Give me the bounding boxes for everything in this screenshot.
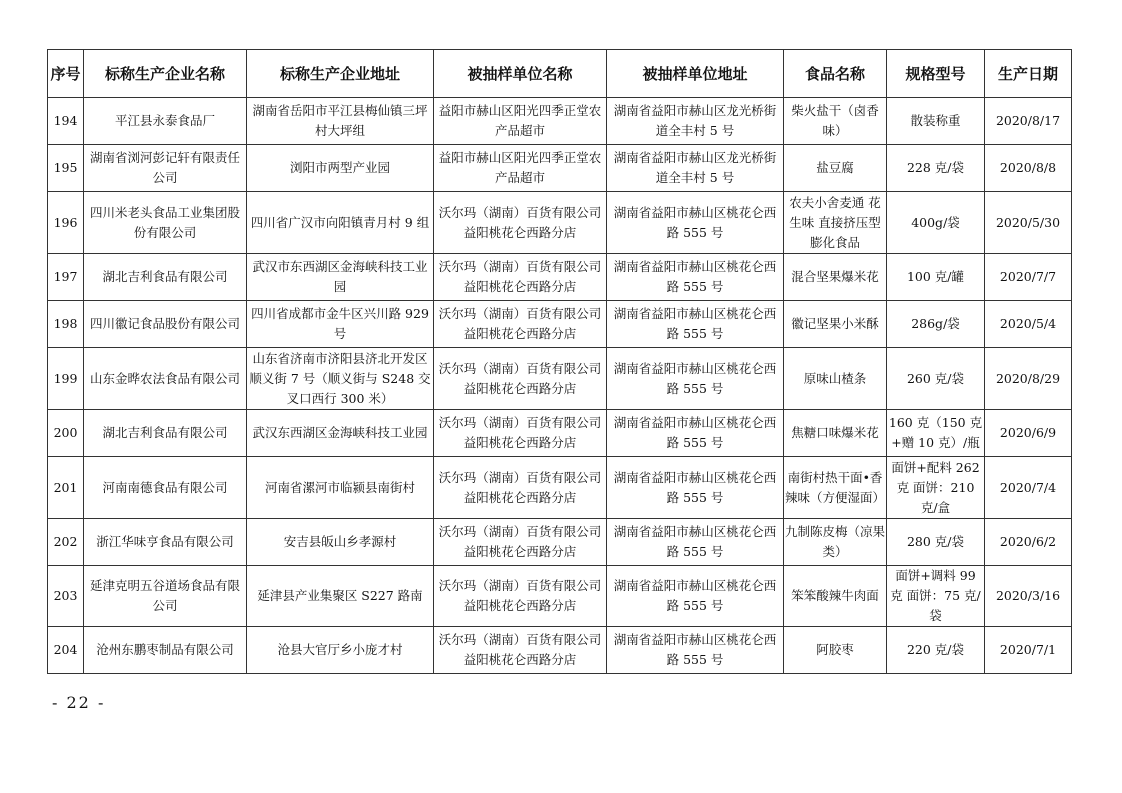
cell-producer-address: 武汉市东西湖区金海峡科技工业园 (247, 254, 434, 301)
cell-no: 200 (48, 410, 84, 457)
cell-producer: 延津克明五谷道场食品有限公司 (84, 566, 247, 627)
cell-production-date: 2020/5/30 (985, 192, 1072, 254)
header-production-date: 生产日期 (985, 50, 1072, 98)
cell-producer-address: 武汉东西湖区金海峡科技工业园 (247, 410, 434, 457)
cell-food-name: 混合坚果爆米花 (784, 254, 887, 301)
header-spec: 规格型号 (887, 50, 985, 98)
cell-spec: 280 克/袋 (887, 519, 985, 566)
cell-production-date: 2020/6/2 (985, 519, 1072, 566)
table-row (48, 519, 1072, 566)
cell-food-name: 阿胶枣 (784, 627, 887, 674)
cell-food-name: 笨笨酸辣牛肉面 (784, 566, 887, 627)
table-header-row (48, 50, 1072, 98)
table-row (48, 410, 1072, 457)
cell-food-name: 九制陈皮梅（凉果类） (784, 519, 887, 566)
cell-sampled-address: 湖南省益阳市赫山区桃花仑西路 555 号 (607, 348, 784, 410)
cell-sampled-unit: 沃尔玛（湖南）百货有限公司益阳桃花仑西路分店 (434, 627, 607, 674)
table-row (48, 457, 1072, 519)
cell-production-date: 2020/7/1 (985, 627, 1072, 674)
cell-sampled-unit: 沃尔玛（湖南）百货有限公司益阳桃花仑西路分店 (434, 254, 607, 301)
cell-spec: 100 克/罐 (887, 254, 985, 301)
cell-producer-address: 沧县大官厅乡小庞才村 (247, 627, 434, 674)
cell-production-date: 2020/6/9 (985, 410, 1072, 457)
cell-spec: 散装称重 (887, 98, 985, 145)
cell-sampled-unit: 沃尔玛（湖南）百货有限公司益阳桃花仑西路分店 (434, 301, 607, 348)
cell-production-date: 2020/8/17 (985, 98, 1072, 145)
table-row (48, 192, 1072, 254)
cell-sampled-address: 湖南省益阳市赫山区桃花仑西路 555 号 (607, 566, 784, 627)
cell-producer-address: 山东省济南市济阳县济北开发区顺义街 7 号（顺义街与 S248 交叉口西行 300 米） (247, 348, 434, 410)
cell-spec: 面饼+配料 262 克 面饼：210 克/盒 (887, 457, 985, 519)
cell-sampled-address: 湖南省益阳市赫山区龙光桥街道全丰村 5 号 (607, 145, 784, 192)
cell-no: 202 (48, 519, 84, 566)
cell-sampled-unit: 益阳市赫山区阳光四季正堂农产品超市 (434, 145, 607, 192)
cell-no: 195 (48, 145, 84, 192)
cell-sampled-address: 湖南省益阳市赫山区桃花仑西路 555 号 (607, 192, 784, 254)
cell-sampled-address: 湖南省益阳市赫山区桃花仑西路 555 号 (607, 519, 784, 566)
cell-no: 201 (48, 457, 84, 519)
cell-spec: 面饼+调料 99 克 面饼：75 克/袋 (887, 566, 985, 627)
cell-food-name: 柴火盐干（卤香味） (784, 98, 887, 145)
cell-spec: 228 克/袋 (887, 145, 985, 192)
cell-production-date: 2020/7/4 (985, 457, 1072, 519)
table-row (48, 301, 1072, 348)
table-row (48, 566, 1072, 627)
cell-producer-address: 四川省广汉市向阳镇青月村 9 组 (247, 192, 434, 254)
cell-producer: 湖南省浏河彭记轩有限责任公司 (84, 145, 247, 192)
cell-food-name: 徽记坚果小米酥 (784, 301, 887, 348)
cell-producer: 湖北吉利食品有限公司 (84, 410, 247, 457)
cell-sampled-unit: 沃尔玛（湖南）百货有限公司益阳桃花仑西路分店 (434, 519, 607, 566)
cell-producer-address: 四川省成都市金牛区兴川路 929 号 (247, 301, 434, 348)
header-producer-address: 标称生产企业地址 (247, 50, 434, 98)
cell-producer-address: 浏阳市两型产业园 (247, 145, 434, 192)
header-sampled-unit: 被抽样单位名称 (434, 50, 607, 98)
cell-producer-address: 安吉县皈山乡孝源村 (247, 519, 434, 566)
cell-production-date: 2020/8/8 (985, 145, 1072, 192)
cell-sampled-address: 湖南省益阳市赫山区桃花仑西路 555 号 (607, 627, 784, 674)
cell-food-name: 原味山楂条 (784, 348, 887, 410)
table-row (48, 254, 1072, 301)
cell-sampled-unit: 沃尔玛（湖南）百货有限公司益阳桃花仑西路分店 (434, 348, 607, 410)
header-no: 序号 (48, 50, 84, 98)
cell-no: 197 (48, 254, 84, 301)
cell-producer-address: 湖南省岳阳市平江县梅仙镇三坪村大坪组 (247, 98, 434, 145)
cell-no: 204 (48, 627, 84, 674)
page-number: - 22 - (52, 693, 106, 712)
cell-sampled-unit: 益阳市赫山区阳光四季正堂农产品超市 (434, 98, 607, 145)
cell-producer: 平江县永泰食品厂 (84, 98, 247, 145)
cell-sampled-unit: 沃尔玛（湖南）百货有限公司益阳桃花仑西路分店 (434, 566, 607, 627)
cell-food-name: 焦糖口味爆米花 (784, 410, 887, 457)
cell-no: 199 (48, 348, 84, 410)
table-row (48, 348, 1072, 410)
cell-food-name: 盐豆腐 (784, 145, 887, 192)
cell-sampled-address: 湖南省益阳市赫山区龙光桥街道全丰村 5 号 (607, 98, 784, 145)
cell-production-date: 2020/7/7 (985, 254, 1072, 301)
cell-sampled-address: 湖南省益阳市赫山区桃花仑西路 555 号 (607, 301, 784, 348)
cell-producer: 四川徽记食品股份有限公司 (84, 301, 247, 348)
cell-no: 194 (48, 98, 84, 145)
header-producer: 标称生产企业名称 (84, 50, 247, 98)
cell-producer-address: 河南省漯河市临颍县南街村 (247, 457, 434, 519)
cell-sampled-address: 湖南省益阳市赫山区桃花仑西路 555 号 (607, 457, 784, 519)
cell-no: 203 (48, 566, 84, 627)
cell-spec: 400g/袋 (887, 192, 985, 254)
cell-producer: 山东金晔农法食品有限公司 (84, 348, 247, 410)
cell-producer: 四川米老头食品工业集团股份有限公司 (84, 192, 247, 254)
table-row (48, 145, 1072, 192)
table-row (48, 627, 1072, 674)
cell-spec: 260 克/袋 (887, 348, 985, 410)
cell-sampled-address: 湖南省益阳市赫山区桃花仑西路 555 号 (607, 410, 784, 457)
cell-spec: 286g/袋 (887, 301, 985, 348)
cell-spec: 220 克/袋 (887, 627, 985, 674)
cell-production-date: 2020/8/29 (985, 348, 1072, 410)
cell-producer: 湖北吉利食品有限公司 (84, 254, 247, 301)
table-row (48, 98, 1072, 145)
cell-food-name: 农夫小舍麦通 花生味 直接挤压型膨化食品 (784, 192, 887, 254)
cell-producer: 浙江华味亨食品有限公司 (84, 519, 247, 566)
cell-production-date: 2020/3/16 (985, 566, 1072, 627)
cell-no: 196 (48, 192, 84, 254)
cell-sampled-unit: 沃尔玛（湖南）百货有限公司益阳桃花仑西路分店 (434, 410, 607, 457)
cell-sampled-unit: 沃尔玛（湖南）百货有限公司益阳桃花仑西路分店 (434, 457, 607, 519)
cell-producer-address: 延津县产业集聚区 S227 路南 (247, 566, 434, 627)
cell-food-name: 南街村热干面•香辣味（方便湿面） (784, 457, 887, 519)
cell-sampled-address: 湖南省益阳市赫山区桃花仑西路 555 号 (607, 254, 784, 301)
cell-sampled-unit: 沃尔玛（湖南）百货有限公司益阳桃花仑西路分店 (434, 192, 607, 254)
cell-spec: 160 克（150 克+赠 10 克）/瓶 (887, 410, 985, 457)
cell-producer: 河南南德食品有限公司 (84, 457, 247, 519)
cell-production-date: 2020/5/4 (985, 301, 1072, 348)
header-sampled-address: 被抽样单位地址 (607, 50, 784, 98)
cell-producer: 沧州东鹏枣制品有限公司 (84, 627, 247, 674)
sampling-results-table (47, 49, 1072, 674)
cell-no: 198 (48, 301, 84, 348)
header-food-name: 食品名称 (784, 50, 887, 98)
